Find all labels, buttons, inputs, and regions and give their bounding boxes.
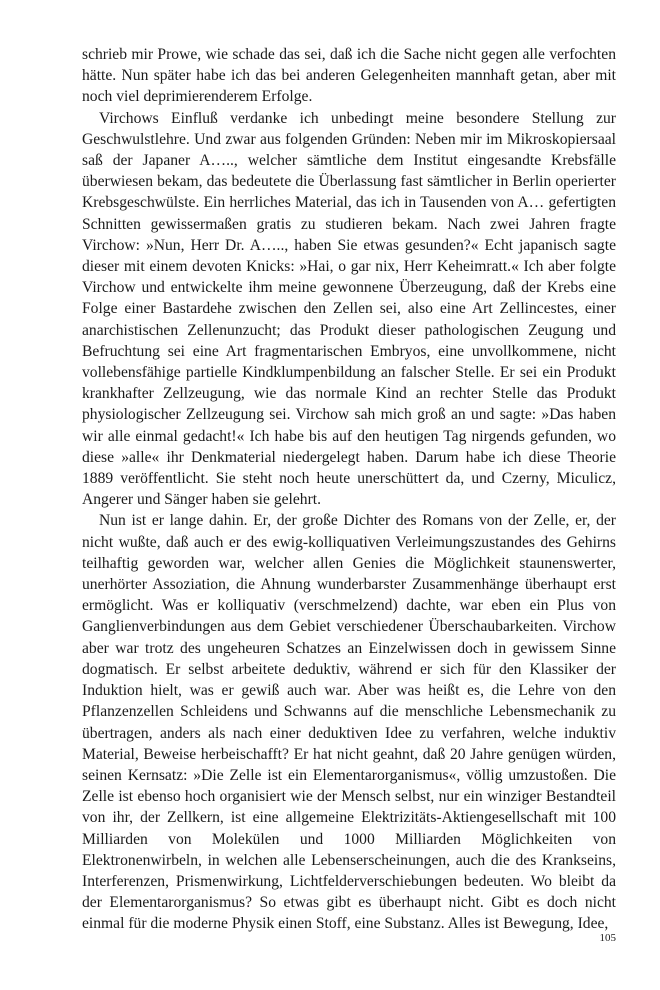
page-body [82, 44, 616, 935]
paragraph-1: schrieb mir Prowe, wie schade das sei, daß ich die Sache nicht gegen alle verfochten hätte. Nun später habe ich das bei anderen Gelegenheiten mannhaft getan, aber mit noch viel deprimierenderem Erfolge. [82, 46, 616, 106]
paragraph-3: Nun ist er lange dahin. Er, der große Dichter des Romans von der Zelle, er, der nicht wußte, daß auch er des ewig-kolliquativen Verleimungszustandes des Gehirns teilhaftig geworden war, welcher allen Genies die Möglichkeit staunenswerter, unerhörter Assoziation, die Ahnung wunderbarster Zusammenhänge überhaupt erst ermöglicht. Was er kolliquativ (verschmelzend) dachte, war eben ein Plus von Ganglienverbindungen aus dem Gebiet verschiedener Überschaubarkeiten. Virchow aber war trotz des ungeheuren Schatzes an Einzelwissen doch in gewissem Sinne dogmatisch. Er selbst arbeitete deduktiv, während er sich für den Klassiker der Induktion hielt, was er gewiß auch war. Aber was heißt es, die Lehre von den Pflanzenzellen Schleidens und Schwanns auf die menschliche Lebensmechanik zu übertragen, anders als nach einer deduktiven Idee zu verfahren, welche induktiv Material, Beweise herbeischafft? Er hat nicht geahnt, daß 20 Jahre genügen würden, seinen Kernsatz: »Die Zelle ist ein Elementarorganismus«, völlig umzustoßen. Die Zelle ist ebenso hoch organisiert wie der Mensch selbst, nur ein winziger Bestandteil von ihr, der Zellkern, ist eine allgemeine Elektrizitäts-Aktiengesellschaft mit 100 Milliarden von Molekülen und 1000 Milliarden Möglichkeiten von Elektronenwirbeln, in welchen alle Lebenserscheinungen, auch die des Krankseins, Interferenzen, Prismenwirkung, Lichtfelderverschiebungen bedeuten. Wo bleibt da der Elementarorganismus? So etwas gibt es überhaupt nicht. Gibt es doch nicht einmal für die moderne Physik einen Stoff, eine Substanz. Alles ist Bewegung, Idee, [82, 512, 616, 933]
paragraph-2: Virchows Einfluß verdanke ich unbedingt meine besondere Stellung zur Geschwulstlehre. Und zwar aus folgenden Gründen: Neben mir im Mikroskopiersaal saß der Japaner A….., welcher sämtliche dem Institut eingesandte Krebsfälle überwiesen bekam, das bedeutete die Überlassung fast sämtlicher in Berlin operierter Krebsgeschwülste. Ein herrliches Material, das ich in Tausenden von A… gefertigten Schnitten gewissermaßen gratis zu studieren bekam. Nach zwei Jahren fragte Virchow: »Nun, Herr Dr. A….., haben Sie etwas gesunden?« Echt japanisch sagte dieser mit einem devoten Knicks: »Hai, o gar nix, Herr Keheimratt.« Ich aber folgte Virchow und entwickelte ihm meine gewonnene Überzeugung, daß der Krebs eine Folge einer Bastardehe zwischen den Zellen sei, also eine Art Zellincestes, einer anarchistischen Zellenunzucht; das Produkt dieser pathologischen Zeugung und Befruchtung sei eine Art fragmentarischen Embryos, eine unvollkommene, nicht vollebensfähige partielle Kindklumpenbildung an falscher Stelle. Er sei ein Produkt krankhafter Zellzeugung, wie das normale Kind an rechter Stelle das Produkt physiologischer Zellzeugung sei. Virchow sah mich groß an und sagte: »Das haben wir alle einmal gedacht!« Ich habe bis auf den heutigen Tag nirgends gefunden, wo diese »alle« ihr Denkmaterial niedergelegt haben. Darum habe ich diese Theorie 1889 veröffentlicht. Sie steht noch heute unerschüttert da, und Czerny, Miculicz, Angerer und Sänger haben sie gelehrt. [82, 109, 616, 509]
page-number: 105 [599, 932, 616, 944]
text-block [82, 44, 616, 935]
